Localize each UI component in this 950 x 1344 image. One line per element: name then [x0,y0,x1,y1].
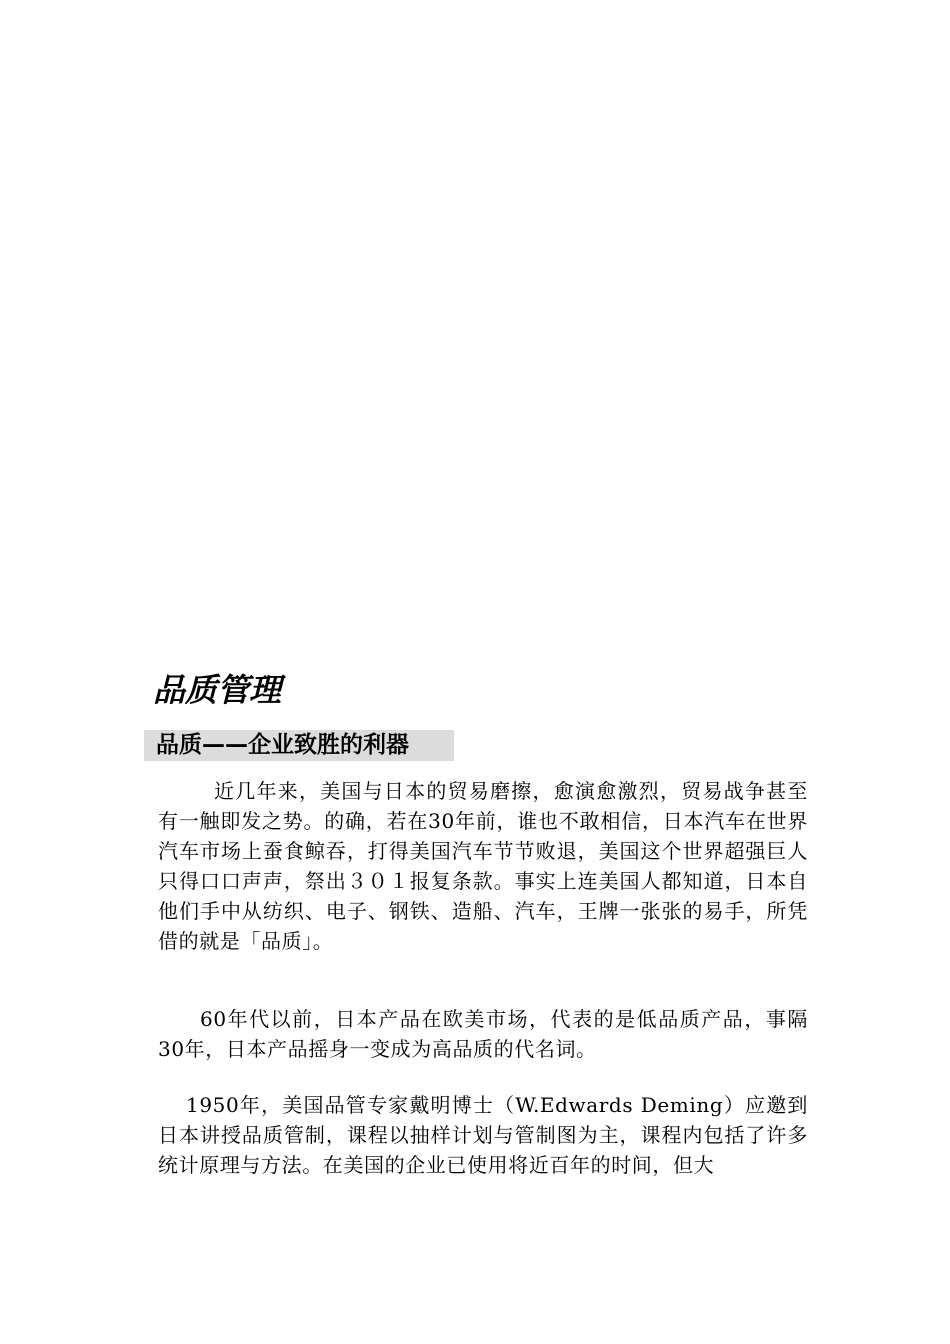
document-title: 品质管理 [153,671,282,709]
body-paragraph-2: 60年代以前，日本产品在欧美市场，代表的是低品质产品，事隔30年，日本产品摇身一变成为高品质的代名词。 [158,1007,808,1061]
body-paragraph-1: 近几年来，美国与日本的贸易磨擦，愈演愈激烈，贸易战争甚至有一触即发之势。的确，若在30年前，谁也不敢相信，日本汽车在世界汽车市场上蚕食鲸吞，打得美国汽车节节败退，美国这个世界超强巨人只得口口声声，祭出３０１报复条款。事实上连美国人都知道，日本自他们手中从纺织、电子、钢铁、造船、汽车，王牌一张张的易手，所凭借的就是「品质」。 [158,779,808,953]
body-paragraph-3: 1950年，美国品管专家戴明博士（W.Edwards Deming）应邀到日本讲授品质管制，课程以抽样计划与管制图为主，课程内包括了许多统计原理与方法。在美国的企业已使用将近百年的时间，但大 [158,1093,808,1177]
section-heading: 品质——企业致胜的利器 [144,730,454,761]
